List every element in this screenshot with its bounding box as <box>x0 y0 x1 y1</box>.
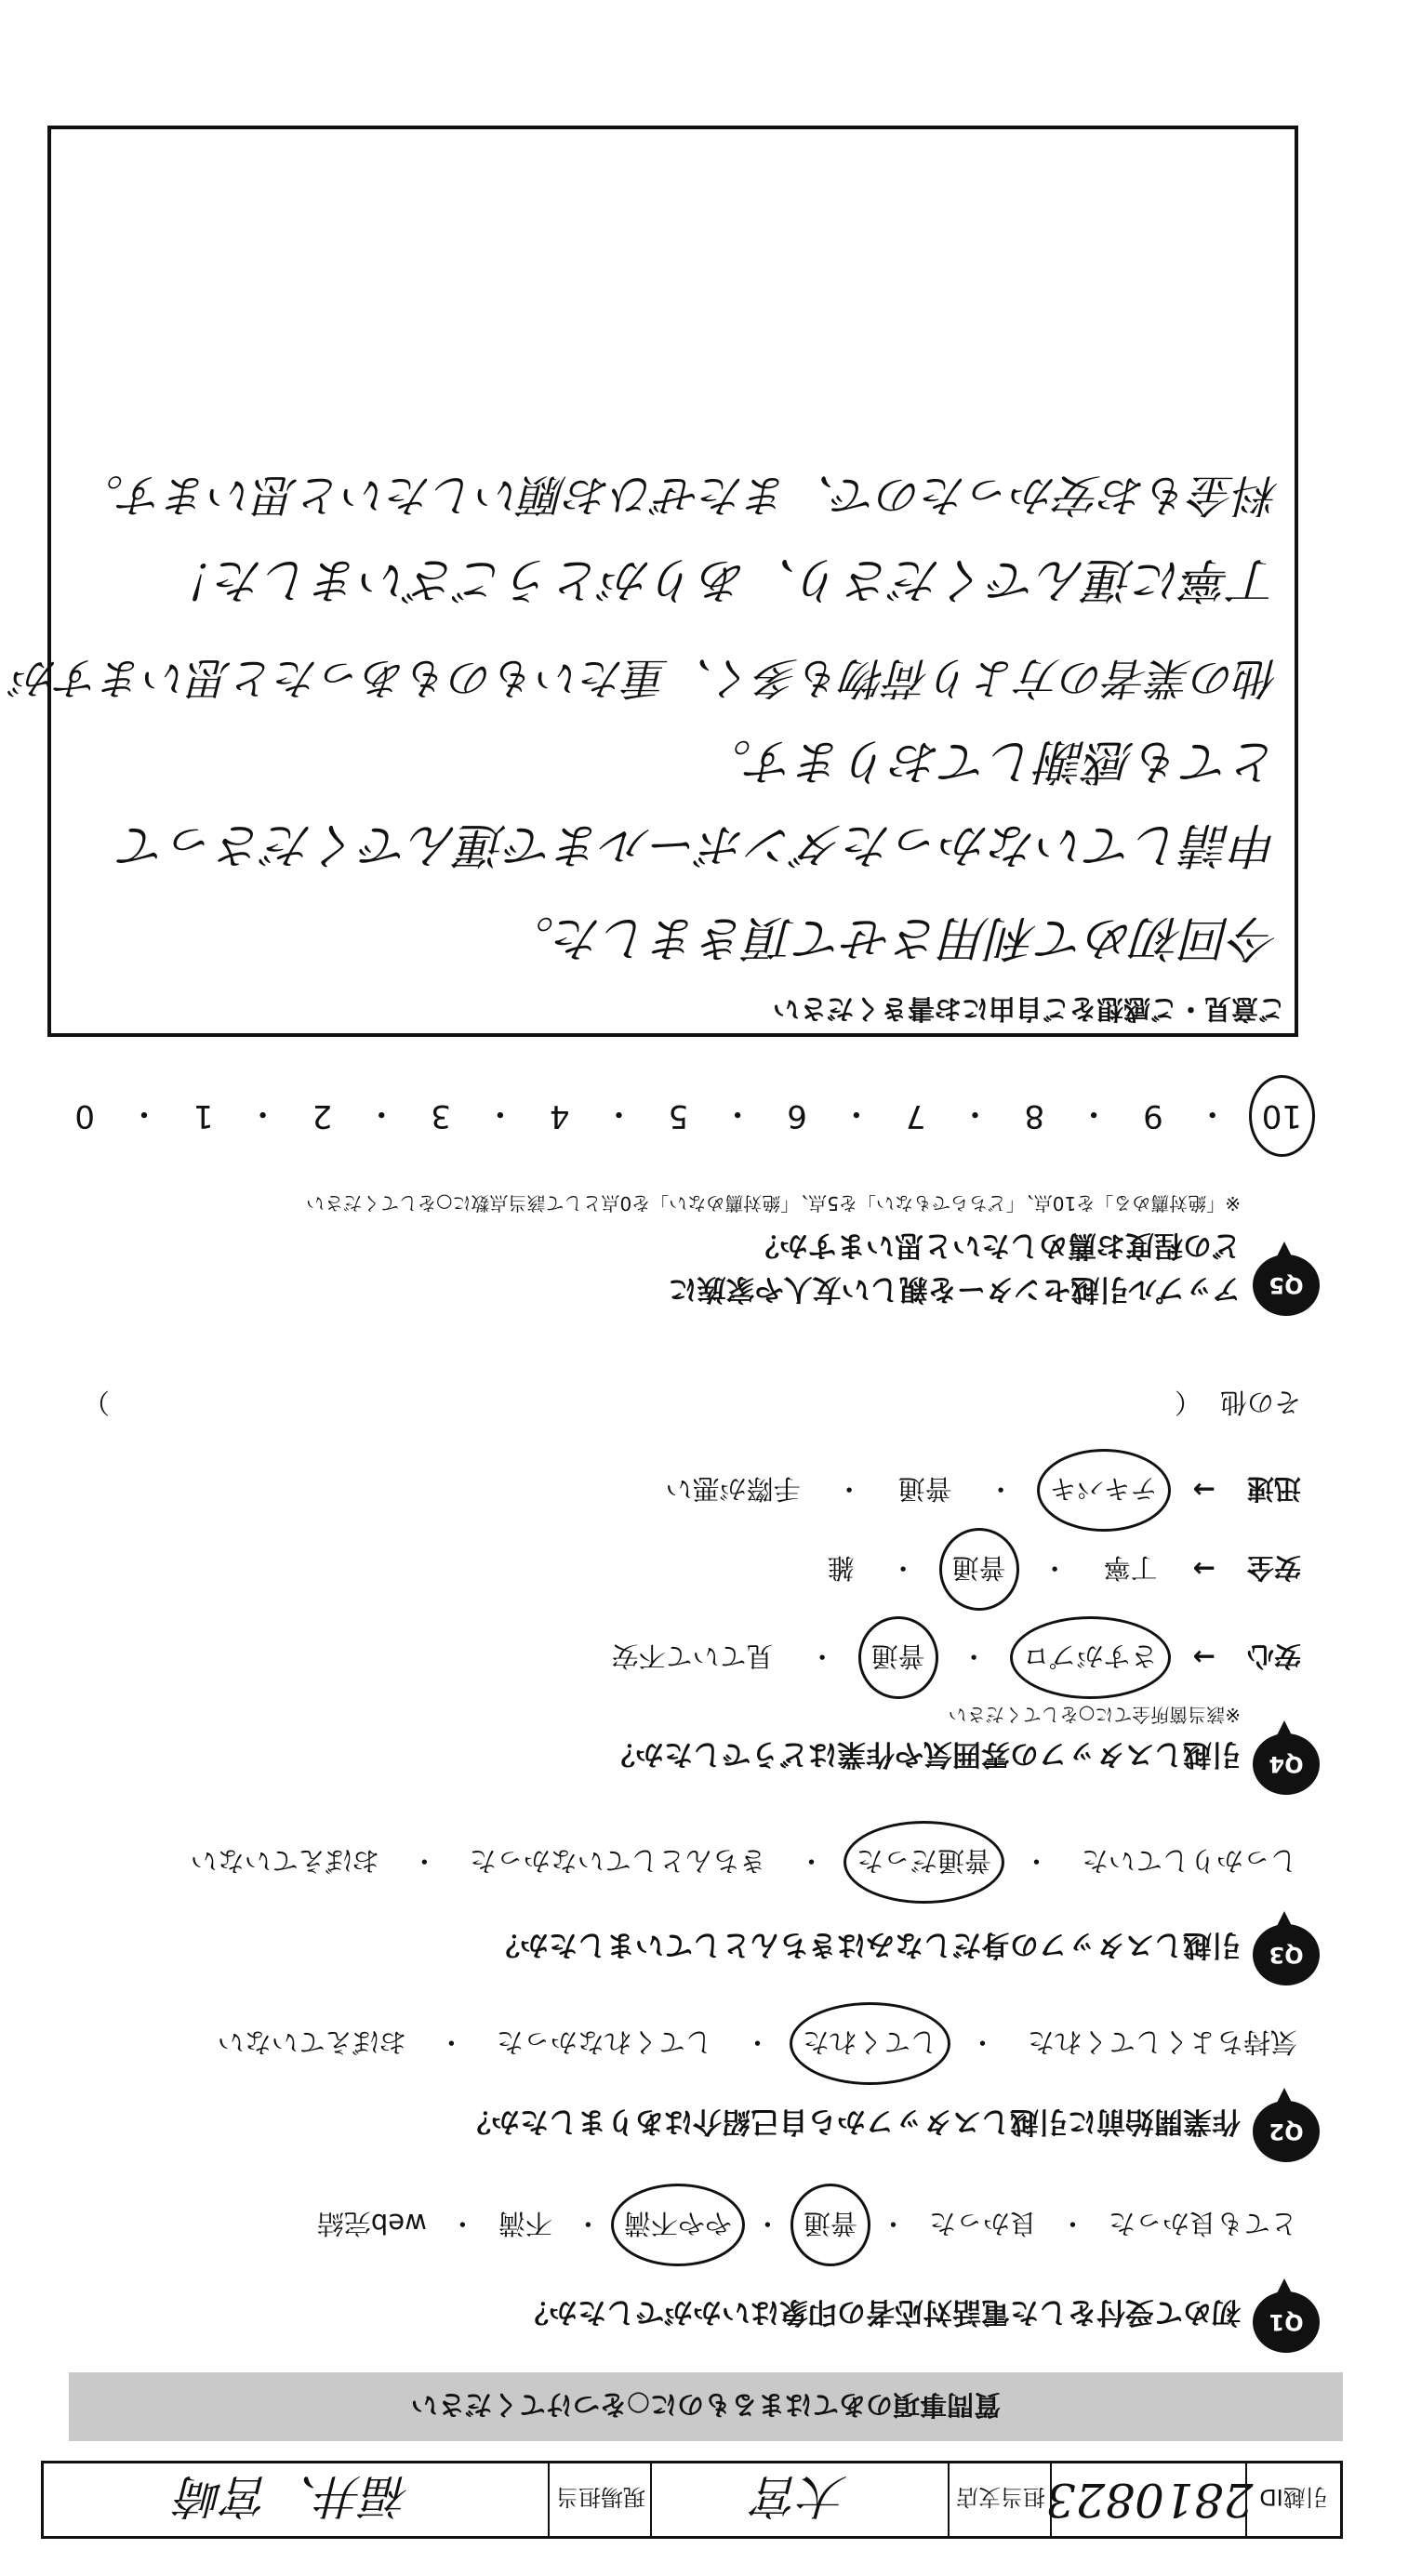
q5-text-line2: どの程度お薦めしたいと思いますか？ <box>750 1228 1241 1262</box>
q5-score[interactable]: 5 <box>668 1097 689 1135</box>
q4-row-anshin: 安心 → さすがプロ ・ 普通 ・ 見ていて不安 <box>608 1637 1301 1679</box>
arrow-icon: → <box>1192 1474 1215 1507</box>
q4-row-label: 安心 <box>1246 1640 1301 1672</box>
q4-option[interactable]: 普通 <box>897 1473 952 1505</box>
q5-score[interactable]: 1 <box>193 1097 214 1135</box>
q5-score[interactable]: 8 <box>1024 1097 1045 1135</box>
q2-option[interactable]: 気持ちよくしてくれた <box>1027 2026 1297 2058</box>
q4-note: ※該当箇所全てに○をしてください <box>948 1704 1241 1726</box>
q3-options: しっかりしていた ・ 普通だった ・ きちんとしていなかった ・ おぼえていない <box>187 1841 1301 1883</box>
arrow-icon: → <box>1192 1641 1215 1674</box>
q4-text: 引越しスタッフの雰囲気や作業はどうでしたか？ <box>606 1737 1241 1771</box>
q1-option[interactable]: とても良かった <box>1108 2208 1297 2239</box>
q4-row-label: 迅速 <box>1246 1473 1301 1505</box>
q4-other-close: ） <box>83 1387 111 1418</box>
q2-text: 作業開始前に引越しスタッフから自己紹介はありましたか？ <box>462 2105 1241 2138</box>
q1-option-selected[interactable]: 普通 <box>800 2204 861 2246</box>
q1-option[interactable]: 良かった <box>928 2208 1037 2239</box>
comment-box[interactable] <box>13 126 1298 1037</box>
q3-badge: Q3 <box>1253 1924 1320 1985</box>
comment-line-4: 他の業者の方より荷物も多く、重たいものもあったと思いますが <box>13 652 1280 703</box>
branch-label: 担当支店 <box>948 2463 1052 2536</box>
q4-badge: Q4 <box>1253 1733 1320 1795</box>
q5-score[interactable]: 3 <box>431 1097 451 1135</box>
q4-row-jinsoku: 迅速 → テキパキ ・ 普通 ・ 手際が悪い <box>662 1469 1301 1511</box>
q5-score-selected[interactable]: 10 <box>1258 1096 1306 1137</box>
q5-note: ※「絶対薦める」を10点、「どちらでもない」を5点、「絶対薦めない」を0点として該当点数に○をしてください <box>306 1192 1241 1215</box>
q5-score[interactable]: 6 <box>787 1097 807 1135</box>
q5-score[interactable]: 2 <box>312 1097 333 1135</box>
comment-line-5: 丁寧に運んでくださり、ありがとうございました！ <box>166 551 1280 607</box>
q4-option-selected[interactable]: 普通 <box>868 1637 929 1679</box>
q3-text: 引越しスタッフの身だしなみはきちんとしていましたか？ <box>491 1928 1241 1961</box>
q4-option[interactable]: 見ていて不安 <box>611 1640 774 1672</box>
q4-option-selected[interactable]: 普通 <box>949 1548 1010 1590</box>
comment-line-1: 今回初めて利用させて頂きました。 <box>505 910 1280 965</box>
q4-option-selected[interactable]: さすがプロ <box>1019 1637 1162 1679</box>
q1-option[interactable]: web完結 <box>316 2208 427 2239</box>
q1-option-selected[interactable]: やや不満 <box>620 2204 736 2246</box>
comment-label: ご意見・ご感想をご自由にお書きください <box>772 993 1285 1025</box>
q2-option[interactable]: おぼえていない <box>217 2026 406 2058</box>
q5-score[interactable]: 7 <box>905 1097 926 1135</box>
arrow-icon: → <box>1192 1553 1215 1586</box>
q5-score[interactable]: 4 <box>549 1097 570 1135</box>
branch-value: 大宮 <box>650 2463 950 2536</box>
q4-option[interactable]: 手際が悪い <box>665 1473 801 1505</box>
q1-text: 初めて受付をした電話対応者の印象はいかがでしたか？ <box>520 2295 1241 2329</box>
q5-badge: Q5 <box>1253 1255 1320 1316</box>
q2-options: 気持ちよくしてくれた ・ してくれた ・ してくれなかった ・ おぼえていない <box>214 2023 1301 2065</box>
q4-other-label: その他 <box>1219 1387 1301 1418</box>
leader-label: 現場担当 <box>548 2463 652 2536</box>
id-value: 2810823 <box>1050 2463 1247 2536</box>
header-table <box>41 2461 1343 2539</box>
q3-option-selected[interactable]: 普通だった <box>853 1841 995 1883</box>
id-label: 引越ID <box>1245 2463 1340 2536</box>
q1-badge: Q1 <box>1253 2291 1320 2353</box>
leader-value: 福井、宮崎 <box>178 2469 410 2523</box>
q5-text-line1: アップル引越センターを親しい友人や家族に <box>668 1272 1241 1306</box>
q1-options: とても良かった ・ 良かった ・ 普通 ・ やや不満 ・ 不満 ・ web完結 <box>313 2204 1301 2246</box>
q1-option[interactable]: 不満 <box>498 2208 552 2239</box>
q4-option[interactable]: 雑 <box>827 1552 855 1584</box>
q4-option-selected[interactable]: テキパキ <box>1046 1469 1162 1511</box>
q5-score[interactable]: 9 <box>1143 1097 1163 1135</box>
q4-other-row <box>83 1385 1301 1423</box>
q5-scale: 10 ・ 9 ・ 8 ・ 7 ・ 6 ・ 5 ・ 4 ・ 3 ・ 2 ・ 1 ・ 0 <box>71 1094 1306 1139</box>
q3-option[interactable]: きちんとしていなかった <box>469 1845 766 1877</box>
q4-row-label: 安全 <box>1246 1552 1301 1584</box>
q4-other-field[interactable] <box>128 1390 1156 1418</box>
q2-option[interactable]: してくれなかった <box>496 2026 712 2058</box>
q2-badge: Q2 <box>1253 2101 1320 2162</box>
instruction-band: 質問事項のあてはまるものに○をつけてください <box>69 2372 1343 2441</box>
q4-row-anzen: 安全 → 丁寧 ・ 普通 ・ 雑 <box>824 1548 1301 1590</box>
q3-option[interactable]: しっかりしていた <box>1081 1845 1297 1877</box>
q4-other-open: （ <box>1174 1387 1202 1418</box>
q3-option[interactable]: おぼえていない <box>190 1845 379 1877</box>
q2-option-selected[interactable]: してくれた <box>799 2023 941 2065</box>
comment-line-3: とても感謝しております。 <box>703 733 1280 789</box>
comment-line-2: 申請していなかったダンボールまで運んでくださって <box>119 817 1280 872</box>
q5-score[interactable]: 0 <box>74 1097 95 1135</box>
q4-option[interactable]: 丁寧 <box>1103 1552 1158 1584</box>
comment-line-6: 料金もお安かったので、またぜひお願いしたいと思います。 <box>78 469 1280 521</box>
